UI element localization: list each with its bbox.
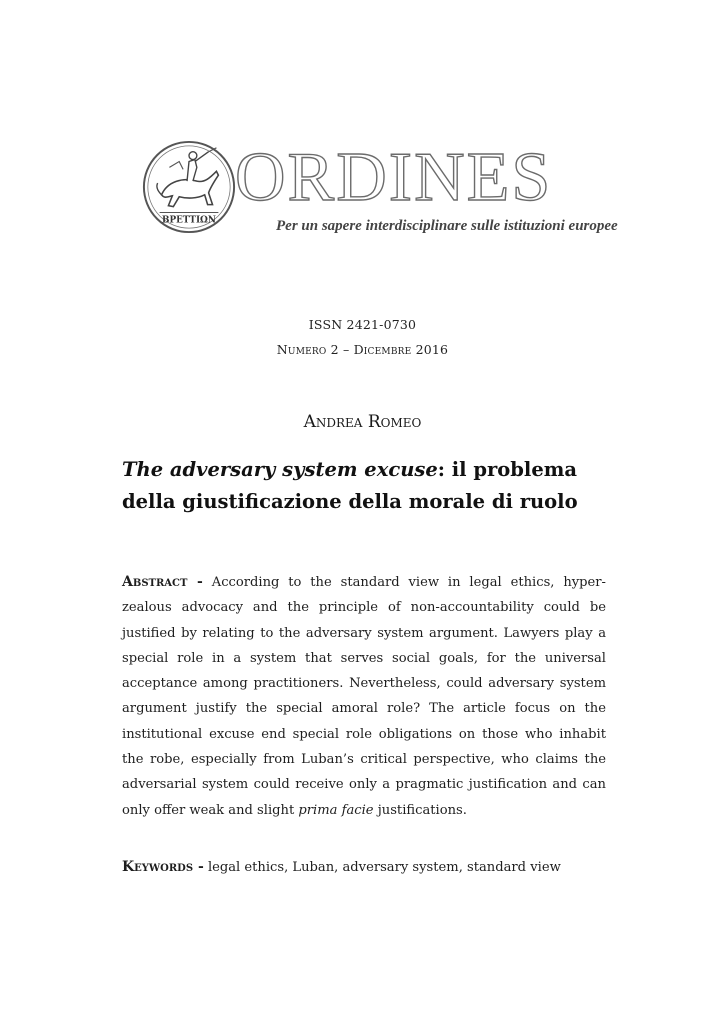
svg-text:ΒΡΕΤΤΙΩΝ: ΒΡΕΤΤΙΩΝ: [162, 215, 216, 226]
journal-title: ORDINES: [235, 139, 553, 216]
coin-emblem-logo: [140, 138, 238, 236]
article-title: [122, 454, 612, 518]
keywords-line: [122, 859, 606, 875]
abstract-italic-term: prima facie: [298, 802, 374, 818]
author-name: Andrea Romeo: [303, 412, 422, 432]
abstract-text-end: justifications.: [377, 802, 467, 818]
abstract-label: Abstract -: [122, 574, 203, 590]
keywords-label: Keywords -: [122, 859, 204, 875]
issue-line: Numero 2 – Dicembre 2016: [276, 342, 449, 357]
article-title-rest: : il problema della giustificazione della morale di ruolo: [122, 458, 578, 513]
journal-tagline: Per un sapere interdisciplinare sulle istituzioni europee: [276, 218, 618, 234]
issn-line: ISSN 2421-0730: [308, 317, 417, 332]
keywords-text: legal ethics, Luban, adversary system, standard view: [207, 860, 561, 875]
abstract-text: According to the standard view in legal ethics, hyper-zealous advocacy and the principle of non-accountability could be justified by relating to the adversary system argument. Lawyers play a special role in a system that serves social goals, for the universal acceptance among practitioners. Nevertheless, could adversary system argument justify the special amoral role? The article focus on the institutional excuse end special role obligations on those who inhabit the robe, especially from Luban’s critical perspective, who claims the adversarial system could receive only a pragmatic justification and can only offer weak and slight: [122, 575, 606, 818]
journal-masthead: [140, 138, 618, 248]
article-title-italic: The adversary system excuse: [122, 458, 438, 481]
abstract-paragraph: [122, 570, 606, 823]
